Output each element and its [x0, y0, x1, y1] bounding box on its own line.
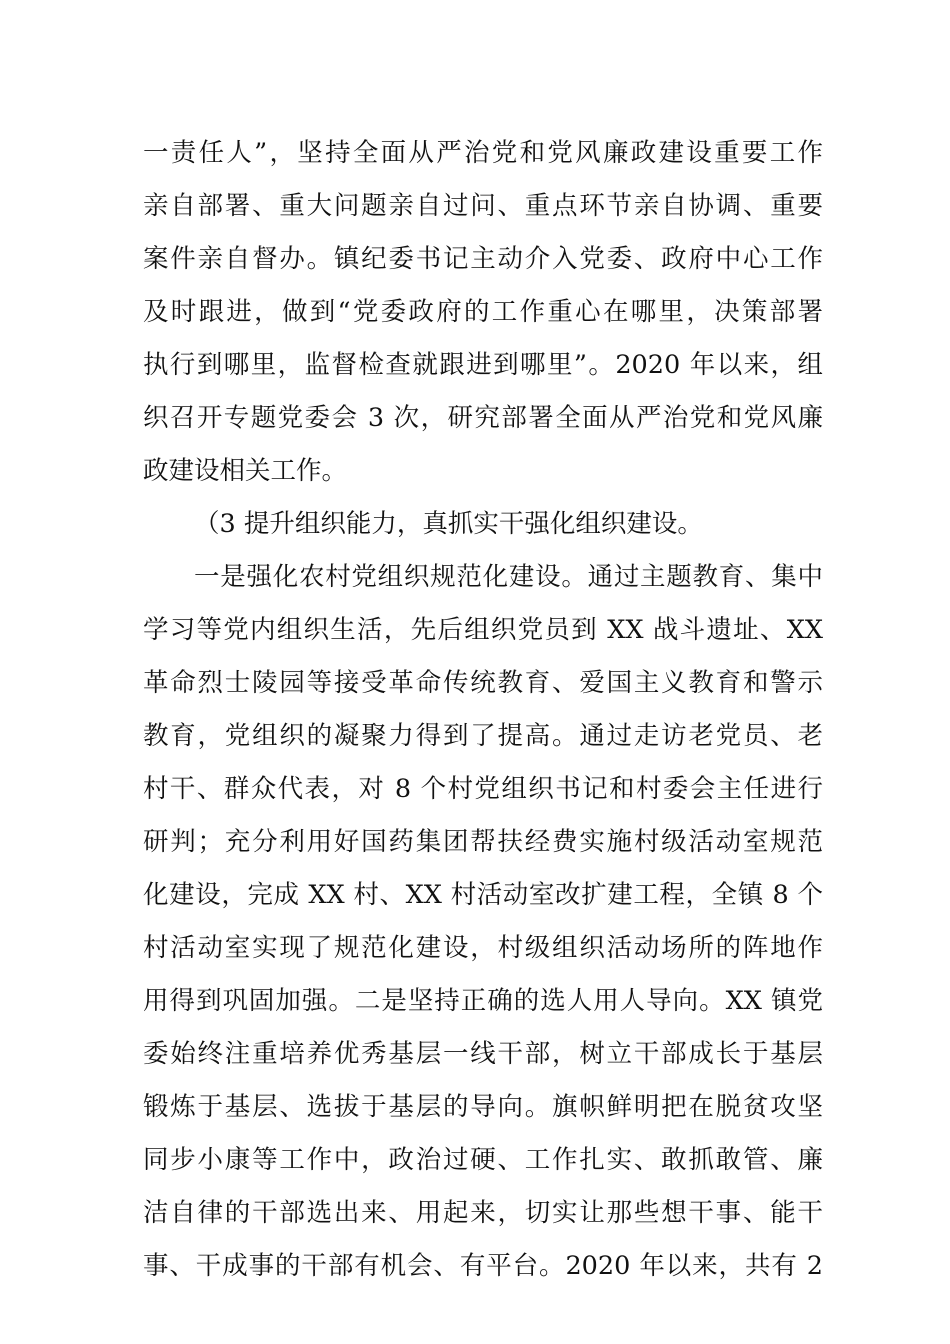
text-line: 及时跟进，做到“党委政府的工作重心在哪里，决策部署 [143, 297, 823, 327]
text-line: 用得到巩固加强。二是坚持正确的选人用人导向。XX 镇党 [143, 986, 823, 1016]
text-line: 洁自律的干部选出来、用起来，切实让那些想干事、能干 [143, 1198, 823, 1228]
text-line: 执行到哪里，监督检查就跟进到哪里”。2020 年以来，组 [143, 350, 823, 380]
text-line: 事、干成事的干部有机会、有平台。2020 年以来，共有 2 [143, 1251, 823, 1281]
text-line: 政建设相关工作。 [143, 456, 348, 486]
text-line: 织召开专题党委会 3 次，研究部署全面从严治党和党风廉 [143, 403, 823, 433]
text-line: 化建设，完成 XX 村、XX 村活动室改扩建工程，全镇 8 个 [143, 880, 823, 910]
text-line: 村干、群众代表，对 8 个村党组织书记和村委会主任进行 [143, 774, 823, 804]
text-line: 锻炼于基层、选拔于基层的导向。旗帜鲜明把在脱贫攻坚 [143, 1092, 823, 1122]
text-line: 案件亲自督办。镇纪委书记主动介入党委、政府中心工作 [143, 244, 823, 274]
text-line: 委始终注重培养优秀基层一线干部，树立干部成长于基层 [143, 1039, 823, 1069]
text-line: 教育，党组织的凝聚力得到了提高。通过走访老党员、老 [143, 721, 823, 751]
text-line: 革命烈士陵园等接受革命传统教育、爱国主义教育和警示 [143, 668, 823, 698]
text-line: 同步小康等工作中，政治过硬、工作扎实、敢抓敢管、廉 [143, 1145, 823, 1175]
section-heading: （3 提升组织能力，真抓实干强化组织建设。 [194, 509, 703, 539]
text-line: 村活动室实现了规范化建设，村级组织活动场所的阵地作 [143, 933, 823, 963]
text-line: 研判；充分利用好国药集团帮扶经费实施村级活动室规范 [143, 827, 823, 857]
text-line: 学习等党内组织生活，先后组织党员到 XX 战斗遗址、XX [143, 615, 823, 645]
text-line: 亲自部署、重大问题亲自过问、重点环节亲自协调、重要 [143, 191, 823, 221]
body-text [143, 127, 823, 1293]
text-line: 一是强化农村党组织规范化建设。通过主题教育、集中 [194, 562, 823, 592]
text-line: 一责任人”，坚持全面从严治党和党风廉政建设重要工作 [143, 138, 823, 168]
